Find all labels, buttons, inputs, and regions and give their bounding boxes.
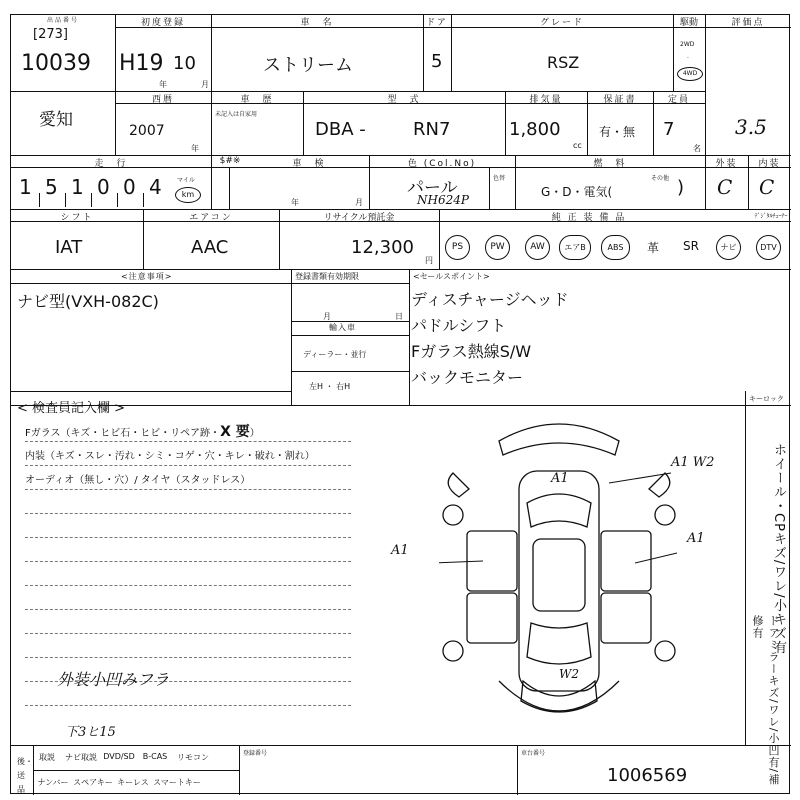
seats-unit: 名 bbox=[693, 144, 701, 153]
mile-label: マイル bbox=[177, 177, 195, 184]
color-code: NH624P bbox=[417, 193, 469, 207]
aircon-label: エアコン bbox=[189, 213, 233, 223]
remark-line bbox=[25, 537, 351, 538]
displacement-label: 排気量 bbox=[529, 95, 563, 105]
inspector-line-1-suffix: ） bbox=[249, 428, 260, 439]
remark-line bbox=[25, 585, 351, 586]
wheel-front-left bbox=[443, 505, 463, 525]
western-year-label: 西暦 bbox=[151, 95, 174, 105]
option-navi: ナビ bbox=[716, 235, 741, 260]
model-name-label: 車 名 bbox=[300, 18, 334, 28]
model-code-prefix: DBA - bbox=[315, 119, 366, 140]
rear-bumper-outline bbox=[521, 681, 597, 712]
option-aw: AW bbox=[525, 235, 550, 260]
mileage-label: 走 行 bbox=[94, 159, 128, 169]
drive-2wd: 2WD bbox=[680, 41, 695, 48]
color-name: パール bbox=[407, 178, 458, 198]
drive-4wd: 4WD bbox=[677, 67, 703, 81]
mileage-tick bbox=[91, 193, 92, 207]
caution-text: ナビ型(VXH-082C) bbox=[17, 292, 159, 311]
chassis-label: 車台番号 bbox=[521, 750, 546, 757]
mileage-digit: 0 bbox=[123, 175, 136, 199]
rear-window-outline bbox=[527, 623, 591, 664]
damage-mark-2: A1 W2 bbox=[671, 455, 715, 470]
wheel-front-right bbox=[655, 505, 675, 525]
side-text-2: ドアミラーキズ/ワレ/小凹有/補修有 bbox=[751, 615, 780, 786]
lot-hint: 出品番号 bbox=[46, 17, 79, 24]
year-unit-2: 年 bbox=[191, 144, 199, 153]
recycle-amount: 12,300 bbox=[351, 237, 414, 258]
remark-line bbox=[25, 465, 351, 466]
mileage-digit: 0 bbox=[97, 175, 110, 199]
footer-item-top: 取説 bbox=[39, 753, 55, 762]
wheel-rear-right bbox=[655, 641, 675, 661]
doc-date-label: 登録書類有効期限 bbox=[295, 272, 359, 281]
recycle-mark-label: $#※ bbox=[219, 156, 241, 166]
mileage-tick bbox=[143, 193, 144, 207]
color-change-label: 色替 bbox=[493, 175, 506, 182]
handle-label: 左H ・ 右H bbox=[309, 382, 351, 391]
sales-point-2: パドルシフト bbox=[411, 316, 507, 335]
mark-leader-1 bbox=[609, 473, 671, 483]
sales-label: <セールスポイント> bbox=[413, 272, 490, 281]
grade: RSZ bbox=[547, 53, 580, 72]
exterior-grade: C bbox=[717, 175, 733, 199]
remark-line bbox=[25, 489, 351, 490]
key-lock-label: キーロック bbox=[749, 395, 784, 403]
shift-label: シフト bbox=[60, 213, 94, 223]
inspector-title: < 検査員記入欄 > bbox=[17, 401, 126, 416]
remark-line bbox=[25, 705, 351, 706]
reg-number-label: 登録番号 bbox=[243, 750, 268, 757]
remark-line bbox=[25, 633, 351, 634]
seats: 7 bbox=[663, 119, 675, 140]
car-damage-diagram bbox=[439, 411, 679, 741]
doc-month-label: 月 bbox=[323, 312, 331, 321]
warranty-label: 保証書 bbox=[603, 95, 637, 105]
handwritten-note-1: 外装小凹みフラ bbox=[57, 670, 170, 689]
mileage-digit: 4 bbox=[149, 175, 162, 199]
lot-prefix: [273] bbox=[33, 27, 68, 42]
option-leather: 革 bbox=[647, 241, 660, 255]
warranty: 有・無 bbox=[599, 125, 636, 139]
fuel-other: その他 bbox=[651, 175, 670, 182]
doors-label: ドア bbox=[426, 18, 448, 28]
damage-mark-4: A1 bbox=[687, 531, 705, 546]
right-rear-door bbox=[601, 593, 651, 643]
option-airbag: エアB bbox=[559, 235, 591, 260]
fuel-label: 燃 料 bbox=[593, 159, 627, 169]
side-text-1: ホイール・CPキズ/ワレ/小キズ有 bbox=[771, 443, 786, 655]
mileage-tick bbox=[117, 193, 118, 207]
mileage-digit: 1 bbox=[19, 175, 32, 199]
tuner-label: ﾃﾞｼﾞﾀﾙﾁｭｰﾅｰ bbox=[754, 213, 788, 220]
history-label: 車 歴 bbox=[240, 95, 274, 105]
displacement: 1,800 bbox=[509, 119, 561, 140]
damage-mark-1: A1 bbox=[551, 471, 569, 486]
windshield-outline bbox=[527, 494, 591, 527]
remark-line bbox=[25, 609, 351, 610]
option-ps: PS bbox=[445, 235, 470, 260]
first-reg-year: H19 bbox=[119, 51, 164, 76]
caution-label: <注意事項> bbox=[121, 272, 173, 281]
import-label: 輸入車 bbox=[329, 323, 356, 332]
doc-day-label: 日 bbox=[395, 312, 403, 321]
mark-leader-3 bbox=[635, 553, 677, 563]
seats-label: 定員 bbox=[667, 95, 690, 105]
roof-outline bbox=[533, 539, 585, 611]
mileage-tick bbox=[65, 193, 66, 207]
insp-year-unit: 年 bbox=[291, 198, 299, 207]
inspection-label: 車 検 bbox=[292, 159, 326, 169]
sales-point-1: ディスチャージヘッド bbox=[411, 290, 569, 309]
left-mirror bbox=[448, 473, 469, 497]
mileage-digit: 5 bbox=[45, 175, 58, 199]
exterior-label: 外装 bbox=[715, 159, 738, 169]
model-code: RN7 bbox=[413, 119, 451, 140]
footer-item-bottom: スマートキー bbox=[153, 778, 201, 787]
yen-unit: 円 bbox=[425, 256, 433, 265]
inspector-line-2: 内装（キズ・スレ・汚れ・シミ・コゲ・穴・キレ・破れ・割れ） bbox=[25, 451, 315, 462]
option-abs: ABS bbox=[601, 235, 630, 260]
mileage-tick bbox=[39, 193, 40, 207]
left-rear-door bbox=[467, 593, 517, 643]
damage-mark-5: W2 bbox=[559, 667, 579, 681]
score: 3.5 bbox=[735, 115, 767, 139]
drive-label: 駆動 bbox=[679, 18, 698, 28]
first-reg-label: 初度登録 bbox=[140, 18, 185, 28]
model-code-label: 型 式 bbox=[387, 95, 421, 105]
model-name: ストリーム bbox=[263, 55, 353, 76]
footer-item-bottom: キーレス bbox=[117, 778, 149, 787]
interior-label: 内装 bbox=[758, 159, 781, 169]
score-label: 評価点 bbox=[731, 18, 765, 28]
grade-label: グレード bbox=[539, 18, 584, 28]
option-dtv: DTV bbox=[756, 235, 781, 260]
option-sunroof: SR bbox=[683, 239, 699, 253]
sales-point-4: バックモニター bbox=[411, 368, 524, 387]
fuel-close: ) bbox=[677, 177, 685, 198]
fuel-options: G・D・電気( bbox=[541, 185, 613, 199]
sales-point-3: Fガラス熱線S/W bbox=[411, 342, 532, 361]
month-unit: 月 bbox=[201, 80, 209, 89]
remark-line bbox=[25, 561, 351, 562]
damage-mark-3: A1 bbox=[391, 543, 409, 558]
footer-item-top: リモコン bbox=[177, 753, 209, 762]
history-note: 未記入は自家用 bbox=[215, 111, 258, 118]
front-bumper-outline bbox=[499, 424, 619, 455]
recycle-label: リサイクル預託金 bbox=[323, 213, 395, 223]
footer-item-bottom: ナンバー bbox=[37, 778, 69, 787]
inspector-line-1-mark: X 要 bbox=[220, 424, 250, 440]
footer-item-top: B-CAS bbox=[142, 752, 168, 761]
remark-line bbox=[25, 441, 351, 442]
doors: 5 bbox=[431, 51, 443, 72]
mileage-digit: 1 bbox=[71, 175, 84, 199]
inspector-line-1-prefix: Fガラス（キズ・ヒビ石・ヒビ・リペア跡・ bbox=[25, 428, 221, 439]
remark-line bbox=[25, 657, 351, 658]
western-year: 2007 bbox=[129, 123, 165, 139]
dealer-label: ディーラー・並行 bbox=[303, 350, 367, 359]
region: 愛知 bbox=[39, 110, 73, 130]
wheel-rear-left bbox=[443, 641, 463, 661]
km-label: km bbox=[175, 187, 201, 203]
shift: IAT bbox=[55, 237, 83, 258]
rear-label: 後・送品 bbox=[17, 757, 33, 794]
footer-item-top: DVD/SD bbox=[103, 752, 135, 761]
auction-sheet bbox=[10, 14, 790, 794]
footer-divider bbox=[33, 770, 239, 771]
right-mirror bbox=[649, 473, 670, 497]
inspector-line-3: オーディオ（無し・穴）/ タイヤ（スタッドレス） bbox=[25, 475, 251, 486]
option-pw: PW bbox=[485, 235, 510, 260]
interior-grade: C bbox=[759, 175, 775, 199]
year-unit: 年 bbox=[159, 80, 167, 89]
footer-item-bottom: スペアキー bbox=[73, 778, 113, 787]
equipment-label: 純 正 装 備 品 bbox=[551, 213, 627, 223]
inspector-line-1 bbox=[25, 421, 260, 441]
chassis-number: 1006569 bbox=[607, 765, 688, 786]
first-reg-month: 10 bbox=[173, 53, 196, 74]
color-label: 色 (Col.No) bbox=[407, 159, 477, 169]
insp-month-unit: 月 bbox=[355, 198, 363, 207]
cc-unit: cc bbox=[573, 141, 582, 150]
mark-leader-2 bbox=[439, 561, 483, 563]
aircon: AAC bbox=[191, 237, 229, 258]
drive-dot: · bbox=[687, 55, 689, 62]
remark-line bbox=[25, 513, 351, 514]
handwritten-note-2: 下3ヒ15 bbox=[65, 725, 116, 740]
footer-item-top: ナビ取説 bbox=[65, 753, 97, 762]
lot-number: 10039 bbox=[21, 51, 91, 76]
